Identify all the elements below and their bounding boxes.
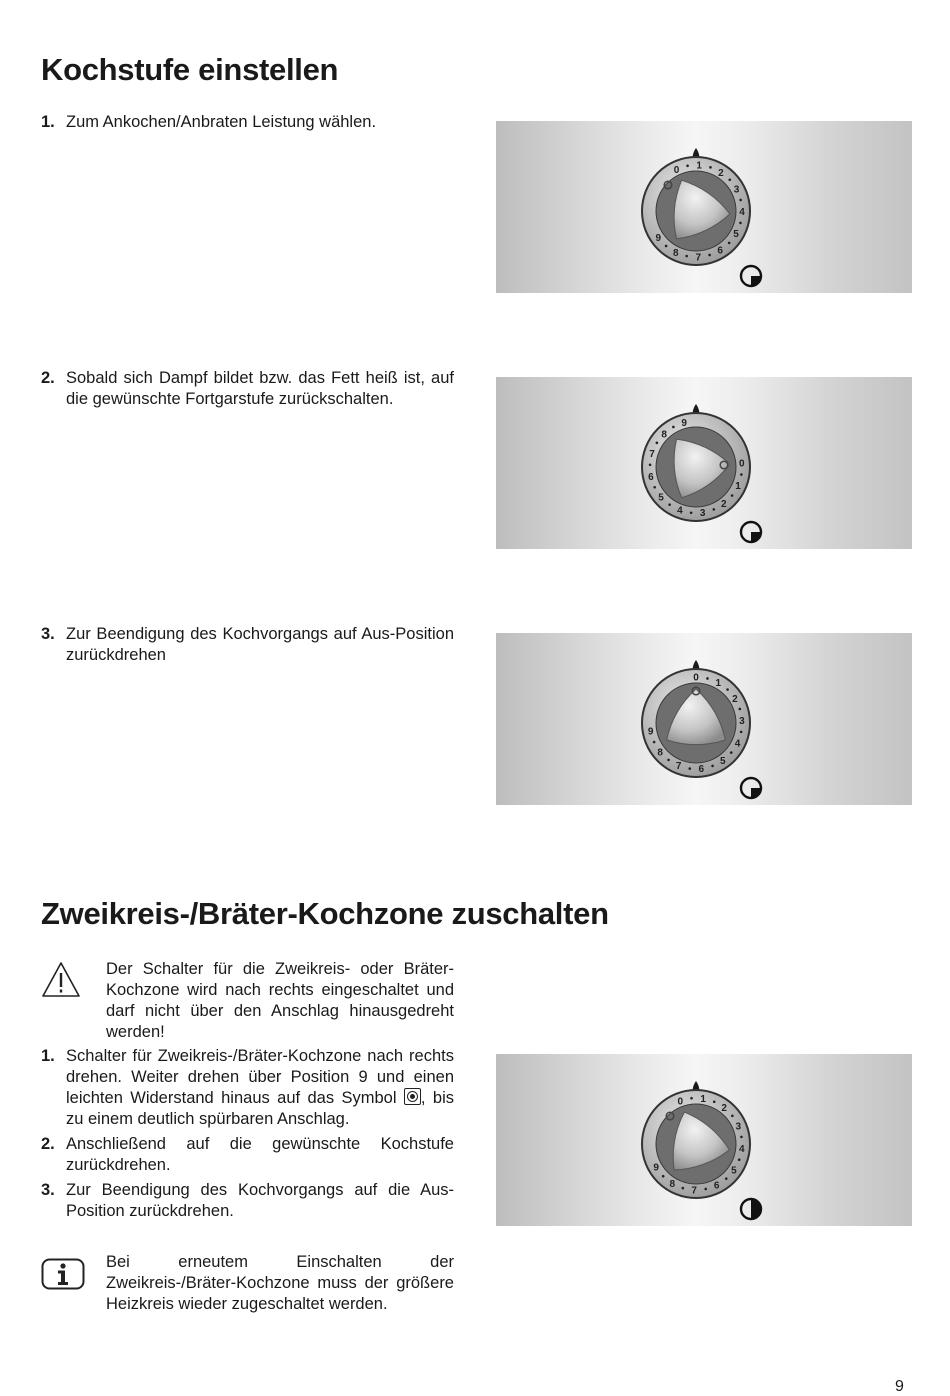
dial-number: 9 — [655, 232, 662, 244]
dial-number: 9 — [653, 1162, 659, 1174]
step-3 — [41, 1180, 454, 1222]
step-1 — [41, 1046, 454, 1130]
step-3 — [41, 624, 454, 666]
warning-text: Der Schalter für die Zweikreis- oder Bräter-Kochzone wird nach rechts eingeschaltet und darf nicht über den Anschlag hinausgedreht werden! — [106, 960, 454, 1041]
dial-number: 6 — [717, 245, 723, 257]
warning-icon — [41, 961, 81, 998]
dial-number: 6 — [698, 764, 705, 776]
dial-number: 0 — [673, 164, 680, 176]
dial-number: 8 — [661, 429, 667, 441]
step-2 — [41, 1134, 454, 1176]
dial-number: 4 — [677, 505, 683, 517]
dial-number: 7 — [675, 761, 682, 773]
step-text: Zur Beendigung des Kochvorgangs auf die Aus-Position zurückdrehen. — [66, 1181, 454, 1220]
knob-illustration — [496, 633, 912, 805]
step-number: 3. — [41, 1181, 55, 1199]
dial-number: 5 — [733, 229, 739, 241]
cooking-zone-indicator-icon — [741, 1199, 761, 1219]
step-number: 3. — [41, 625, 55, 643]
dial-number: 6 — [713, 1180, 720, 1192]
dial-number: 1 — [700, 1094, 706, 1106]
dial-number: 0 — [677, 1096, 684, 1108]
dial-number: 7 — [691, 1185, 697, 1197]
control-panel-illustration-1 — [496, 121, 912, 293]
control-panel-illustration-2 — [496, 377, 912, 549]
step-text-b: , bis zu einem deutlich spürbaren Anschlag. — [66, 1089, 454, 1128]
section-title-zweikreis: Zweikreis-/Bräter-Kochzone zuschalten — [41, 896, 609, 931]
dial-number: 0 — [693, 672, 699, 684]
dial-number: 8 — [669, 1178, 676, 1190]
step-number: 1. — [41, 113, 55, 131]
dial-number: 3 — [739, 715, 745, 727]
step-text: Zur Beendigung des Kochvorgangs auf Aus-Position zurückdrehen — [66, 625, 454, 664]
dial-number: 9 — [681, 418, 687, 430]
step-2 — [41, 368, 454, 410]
dial-number: 0 — [739, 458, 745, 470]
step-text: Anschließend auf die gewünschte Kochstufe zurückdrehen. — [66, 1135, 454, 1174]
dial-number: 8 — [672, 247, 679, 259]
cooking-zone-indicator-icon — [741, 266, 761, 286]
knob-illustration — [496, 121, 912, 293]
cooking-zone-indicator-icon — [741, 778, 761, 798]
dial-number: 4 — [739, 1143, 745, 1155]
dial-number: 3 — [699, 508, 706, 520]
dial-number: 6 — [648, 471, 654, 483]
step-1 — [41, 112, 454, 133]
knob-illustration — [496, 1054, 912, 1226]
dial-number: 8 — [657, 747, 663, 759]
step-text: Sobald sich Dampf bildet bzw. das Fett heiß ist, auf die gewünschte Fortgarstufe zurückschalten. — [66, 369, 454, 408]
knob-illustration — [496, 377, 912, 549]
dual-circuit-symbol-icon — [404, 1088, 421, 1105]
step-text-a: Schalter für Zweikreis-/Bräter-Kochzone nach rechts drehen. Weiter drehen über Position 9 und einen leichten Widerstand hinaus auf das Symbol — [66, 1047, 454, 1107]
page-number: 9 — [895, 1378, 904, 1395]
dial-number: 5 — [719, 755, 726, 767]
dial-number: 2 — [721, 1103, 727, 1115]
step-number: 1. — [41, 1047, 55, 1065]
step-text — [66, 1046, 454, 1130]
dial-number: 2 — [732, 693, 738, 705]
dial-number: 5 — [658, 492, 664, 504]
cooking-zone-indicator-icon — [741, 522, 761, 542]
info-text: Bei erneutem Einschalten der Zweikreis-/Bräter-Kochzone muss der größere Heizkreis wieder zugeschaltet werden. — [106, 1253, 454, 1313]
control-panel-illustration-4 — [496, 1054, 912, 1226]
dial-number: 7 — [695, 252, 702, 264]
step-number: 2. — [41, 1135, 55, 1153]
dial-number: 2 — [718, 167, 724, 179]
dial-number: 2 — [721, 499, 727, 511]
dial-number: 1 — [715, 678, 722, 690]
step-number: 2. — [41, 369, 55, 387]
dial-number: 7 — [649, 448, 655, 460]
dial-number: 4 — [734, 738, 741, 750]
info-icon — [41, 1258, 85, 1290]
dial-number: 1 — [696, 160, 702, 172]
dial-number: 4 — [739, 206, 745, 218]
dial-number: 3 — [735, 1121, 742, 1133]
control-panel-illustration-3 — [496, 633, 912, 805]
step-text: Zum Ankochen/Anbraten Leistung wählen. — [66, 113, 377, 131]
section-title-kochstufe: Kochstufe einstellen — [41, 52, 339, 87]
dial-number: 1 — [735, 481, 741, 493]
dial-number: 5 — [731, 1165, 737, 1177]
dial-number: 3 — [733, 184, 740, 196]
dial-number: 9 — [647, 726, 654, 738]
